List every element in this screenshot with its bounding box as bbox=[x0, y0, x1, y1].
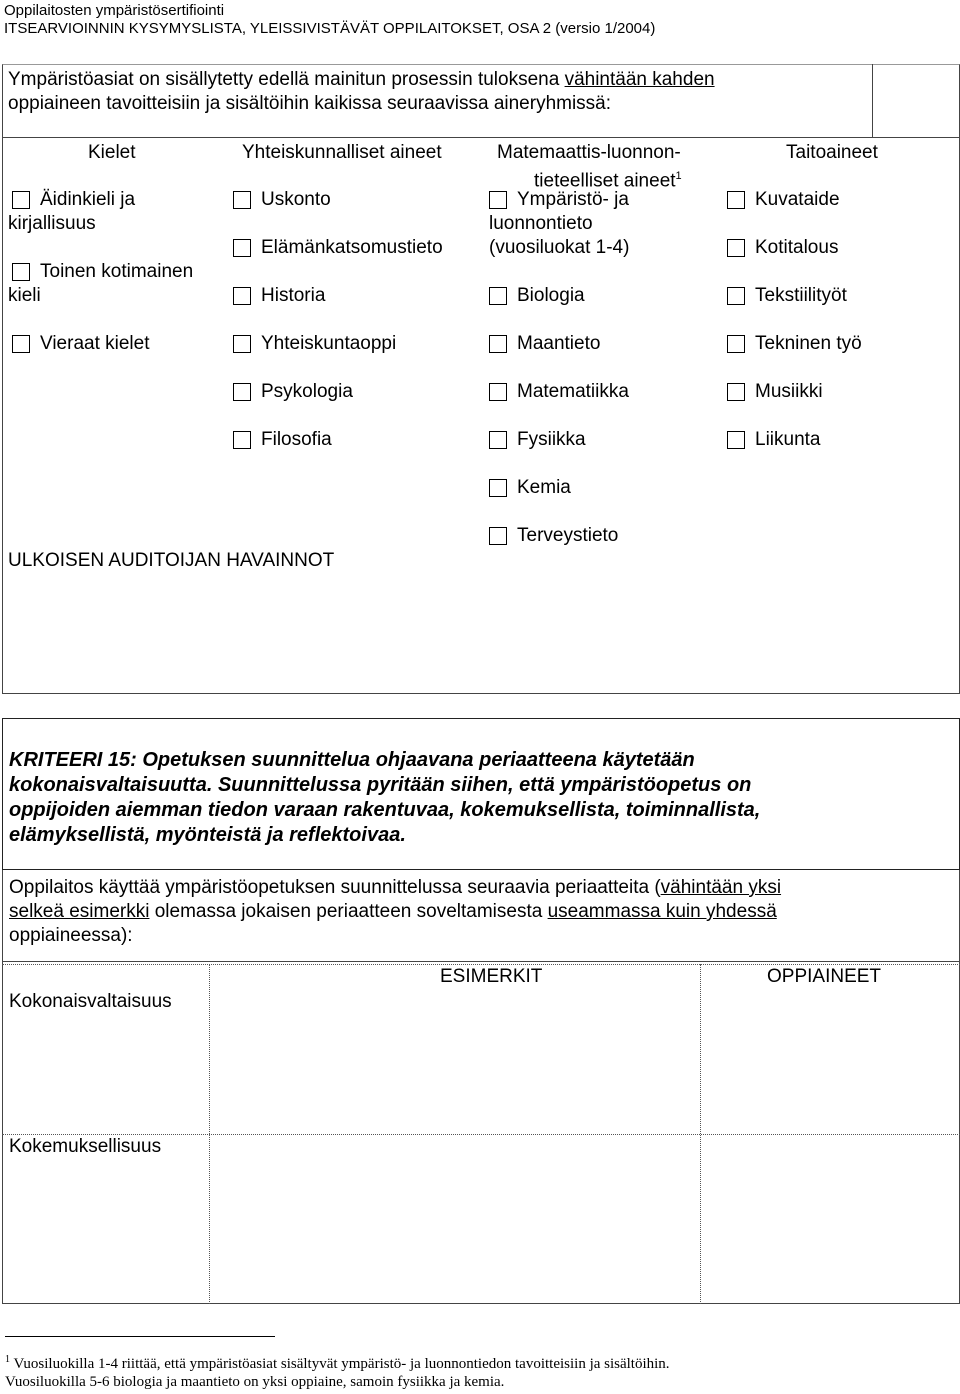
footnote-line-1: $^1$ Vuosiluokilla 1-4 riittää, että ympäristöasiat sisältyvät ympäristö- ja luonnontiedon tavoitteisiin ja sisältöihin. bbox=[5, 1354, 670, 1372]
footnote-line-2: Vuosiluokilla 5-6 biologia ja maantieto on yksi oppiaine, samoin fysiikka ja kemia. bbox=[5, 1374, 505, 1390]
question-line-1: Oppilaitos käyttää ympäristöopetuksen suunnittelussa seuraavia periaatteita (vähintään yksi bbox=[9, 877, 782, 898]
header-org: Oppilaitosten ympäristösertifiointi bbox=[4, 2, 225, 19]
checkbox-label: Fysiikka bbox=[517, 429, 586, 450]
ymparisto-label-2: luonnontieto bbox=[489, 213, 593, 234]
footnote-rule bbox=[5, 1336, 275, 1337]
criterion-line-4: elämyksellistä, myönteistä ja reflektoivaa. bbox=[9, 824, 406, 846]
checkbox-label: Toinen kotimainen bbox=[40, 261, 194, 282]
checkbox-label: Liikunta bbox=[755, 429, 821, 450]
col-header-matematiikka-1: Matemaattis-luonnon- bbox=[497, 142, 681, 163]
criterion-line-1: KRITEERI 15: Opetuksen suunnittelua ohjaavana periaatteena käytetään bbox=[9, 749, 695, 771]
checkbox-label: Äidinkieli ja bbox=[40, 189, 136, 210]
checkbox-label: Kemia bbox=[517, 477, 571, 498]
table-header-oppiaineet: OPPIAINEET bbox=[767, 966, 882, 987]
checkbox-label: Kotitalous bbox=[755, 237, 839, 258]
checkbox-label: Musiikki bbox=[755, 381, 823, 402]
checkbox-label: Yhteiskuntaoppi bbox=[261, 333, 397, 354]
checkbox-label: Tekstiilityöt bbox=[755, 285, 847, 306]
checkbox-label: Tekninen työ bbox=[755, 333, 862, 354]
checkbox-label: Ympäristö- ja bbox=[517, 189, 629, 210]
criterion-line-2: kokonaisvaltaisuutta. Suunnittelussa pyritään siihen, että ympäristöopetus on bbox=[9, 774, 752, 796]
col-header-yhteiskunnalliset: Yhteiskunnalliset aineet bbox=[242, 142, 442, 163]
question-line-3: oppiaineessa): bbox=[9, 925, 133, 946]
subjects-cell-2[interactable] bbox=[701, 1136, 959, 1302]
aidinkieli-label-2: kirjallisuus bbox=[8, 213, 96, 234]
checkbox-label: Psykologia bbox=[261, 381, 353, 402]
checkbox-label: Uskonto bbox=[261, 189, 331, 210]
table-row-kokonaisvaltaisuus: Kokonaisvaltaisuus bbox=[9, 991, 172, 1012]
checkbox-label: Historia bbox=[261, 285, 326, 306]
examples-cell-1[interactable] bbox=[210, 990, 699, 1133]
question-line-2: selkeä esimerkki olemassa jokaisen periaatteen soveltamisesta useammassa kuin yhdessä bbox=[9, 901, 777, 922]
auditor-box[interactable] bbox=[2, 138, 960, 694]
ymparisto-label-3: (vuosiluokat 1-4) bbox=[489, 237, 630, 258]
table-header-esimerkit: ESIMERKIT bbox=[440, 966, 543, 987]
checkbox-label: Terveystieto bbox=[517, 525, 619, 546]
checkbox-label: Biologia bbox=[517, 285, 585, 306]
col-header-taitoaineet: Taitoaineet bbox=[786, 142, 878, 163]
criterion-line-3: oppijoiden aiemman tiedon varaan rakentuvaa, kokemuksellista, toiminnallista, bbox=[9, 799, 761, 821]
checkbox-label: Elämänkatsomustieto bbox=[261, 237, 443, 258]
examples-cell-2[interactable] bbox=[210, 1136, 699, 1302]
header-title: ITSEARVIOINNIN KYSYMYSLISTA, YLEISSIVISTÄVÄT OPPILAITOKSET, OSA 2 (versio 1/2004) bbox=[4, 20, 656, 37]
auditor-heading: ULKOISEN AUDITOIJAN HAVAINNOT bbox=[8, 550, 335, 571]
subjects-cell-1[interactable] bbox=[701, 990, 959, 1133]
toinen-label-2: kieli bbox=[8, 285, 41, 306]
checkbox-label: Matematiikka bbox=[517, 381, 629, 402]
intro-line-1: Ympäristöasiat on sisällytetty edellä mainitun prosessin tuloksena vähintään kahden bbox=[8, 69, 715, 90]
intro-line-2: oppiaineen tavoitteisiin ja sisältöihin kaikissa seuraavissa aineryhmissä: bbox=[8, 93, 612, 114]
checkbox-label: Kuvataide bbox=[755, 189, 840, 210]
checkbox-label: Vieraat kielet bbox=[40, 333, 150, 354]
col-header-matematiikka-2: tieteelliset aineet$^1$ bbox=[534, 170, 682, 192]
checkbox-label: Maantieto bbox=[517, 333, 601, 354]
answer-column-divider bbox=[872, 64, 873, 138]
checkbox-label: Filosofia bbox=[261, 429, 332, 450]
col-header-kielet: Kielet bbox=[88, 142, 136, 163]
table-row-kokemuksellisuus: Kokemuksellisuus bbox=[9, 1136, 162, 1157]
